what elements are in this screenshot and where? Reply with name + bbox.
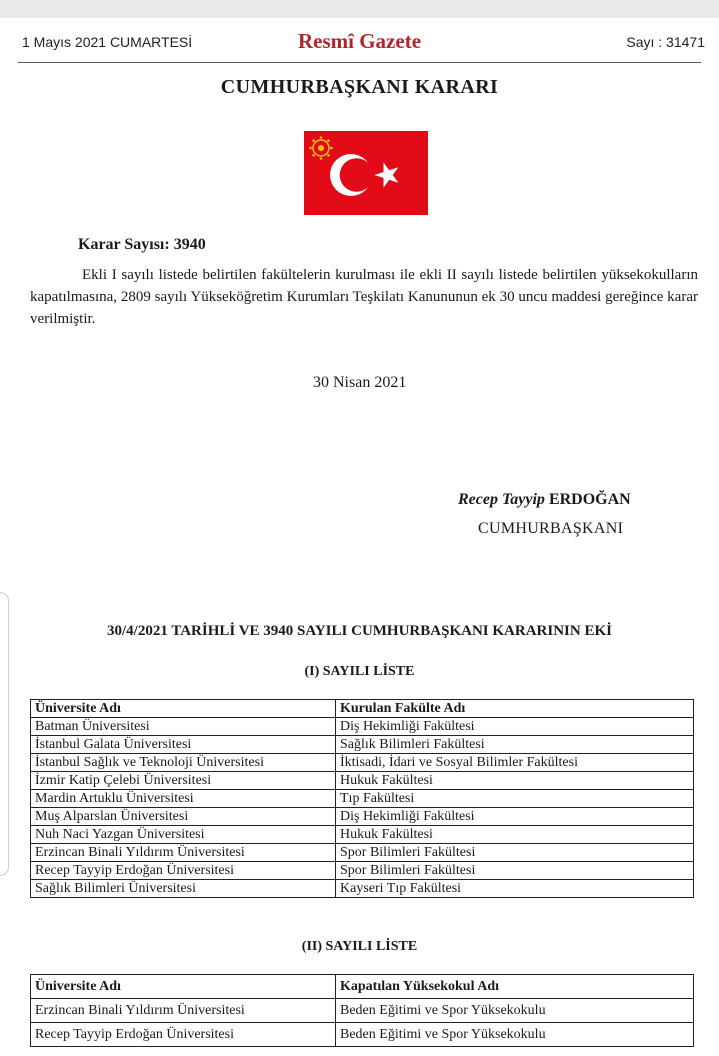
university-cell: Batman Üniversitesi [31, 718, 336, 736]
table-row [31, 718, 694, 736]
list-1-table [30, 699, 694, 898]
annex-title: 30/4/2021 TARİHLİ VE 3940 SAYILI CUMHURBAŞKANI KARARININ EKİ [107, 623, 612, 639]
list-2-title: (II) SAYILI LİSTE [301, 939, 418, 954]
school-cell: Beden Eğitimi ve Spor Yüksekokulu [336, 999, 694, 1023]
university-cell: Muş Alparslan Üniversitesi [31, 808, 336, 826]
table-row [31, 999, 694, 1023]
table-row [31, 1023, 694, 1047]
decree-body-text: Ekli I sayılı listede belirtilen fakültelerin kurulması ile ekli II sayılı listede belirtilen yüksekokulların kapatılmasına, 2809 sayılı Yükseköğretim Kurumları Teşkilatı Kanununun ek 30 uncu maddesi gereğince karar verilmiştir. [30, 267, 698, 327]
gazette-header [0, 18, 719, 62]
university-cell: Nuh Naci Yazgan Üniversitesi [31, 826, 336, 844]
gazette-title: Resmî Gazete [297, 29, 422, 53]
top-strip [0, 0, 719, 18]
faculty-cell: İktisadi, İdari ve Sosyal Bilimler Fakültesi [336, 754, 694, 772]
column-header: Kapatılan Yüksekokul Adı [336, 975, 694, 999]
signer-name [458, 491, 631, 509]
decree-number: Karar Sayısı: 3940 [78, 236, 206, 253]
column-header: Kurulan Fakülte Adı [336, 700, 694, 718]
decree-heading: CUMHURBAŞKANI KARARI [220, 76, 499, 98]
column-header: Üniversite Adı [31, 700, 336, 718]
decree-date: 30 Nisan 2021 [313, 374, 407, 391]
university-cell: İzmir Katip Çelebi Üniversitesi [31, 772, 336, 790]
table-row [31, 754, 694, 772]
university-cell: Recep Tayyip Erdoğan Üniversitesi [31, 862, 336, 880]
table-row [31, 790, 694, 808]
faculty-cell: Hukuk Fakültesi [336, 826, 694, 844]
table-header-row [31, 700, 694, 718]
table-row [31, 808, 694, 826]
faculty-cell: Spor Bilimleri Fakültesi [336, 862, 694, 880]
school-cell: Beden Eğitimi ve Spor Yüksekokulu [336, 1023, 694, 1047]
university-cell: Erzincan Binali Yıldırım Üniversitesi [31, 844, 336, 862]
table-row [31, 826, 694, 844]
table-row [31, 862, 694, 880]
faculty-cell: Spor Bilimleri Fakültesi [336, 844, 694, 862]
university-cell: İstanbul Sağlık ve Teknoloji Üniversitesi [31, 754, 336, 772]
table-row [31, 736, 694, 754]
university-cell: Sağlık Bilimleri Üniversitesi [31, 880, 336, 898]
faculty-cell: Hukuk Fakültesi [336, 772, 694, 790]
university-cell: İstanbul Galata Üniversitesi [31, 736, 336, 754]
signer-last-name: ERDOĞAN [548, 491, 631, 508]
gazette-date: 1 Mayıs 2021 CUMARTESİ [22, 34, 193, 50]
header-divider [18, 62, 701, 63]
turkish-flag-icon [304, 131, 428, 215]
faculty-cell: Diş Hekimliği Fakültesi [336, 808, 694, 826]
column-header: Üniversite Adı [31, 975, 336, 999]
faculty-cell: Tıp Fakültesi [336, 790, 694, 808]
presidential-sun-seal-icon [309, 136, 333, 160]
table-row [31, 880, 694, 898]
signer-first-name: Recep Tayyip [458, 491, 545, 508]
university-cell: Recep Tayyip Erdoğan Üniversitesi [31, 1023, 336, 1047]
faculty-cell: Sağlık Bilimleri Fakültesi [336, 736, 694, 754]
list-2-table [30, 974, 694, 1047]
university-cell: Mardin Artuklu Üniversitesi [31, 790, 336, 808]
decree-body [30, 264, 698, 330]
list-1-title: (I) SAYILI LİSTE [304, 664, 415, 679]
table-header-row [31, 975, 694, 999]
faculty-cell: Kayseri Tıp Fakültesi [336, 880, 694, 898]
university-cell: Erzincan Binali Yıldırım Üniversitesi [31, 999, 336, 1023]
gazette-issue-number: Sayı : 31471 [626, 34, 705, 50]
signer-title: CUMHURBAŞKANI [478, 520, 624, 537]
faculty-cell: Diş Hekimliği Fakültesi [336, 718, 694, 736]
table-row [31, 844, 694, 862]
table-row [31, 772, 694, 790]
